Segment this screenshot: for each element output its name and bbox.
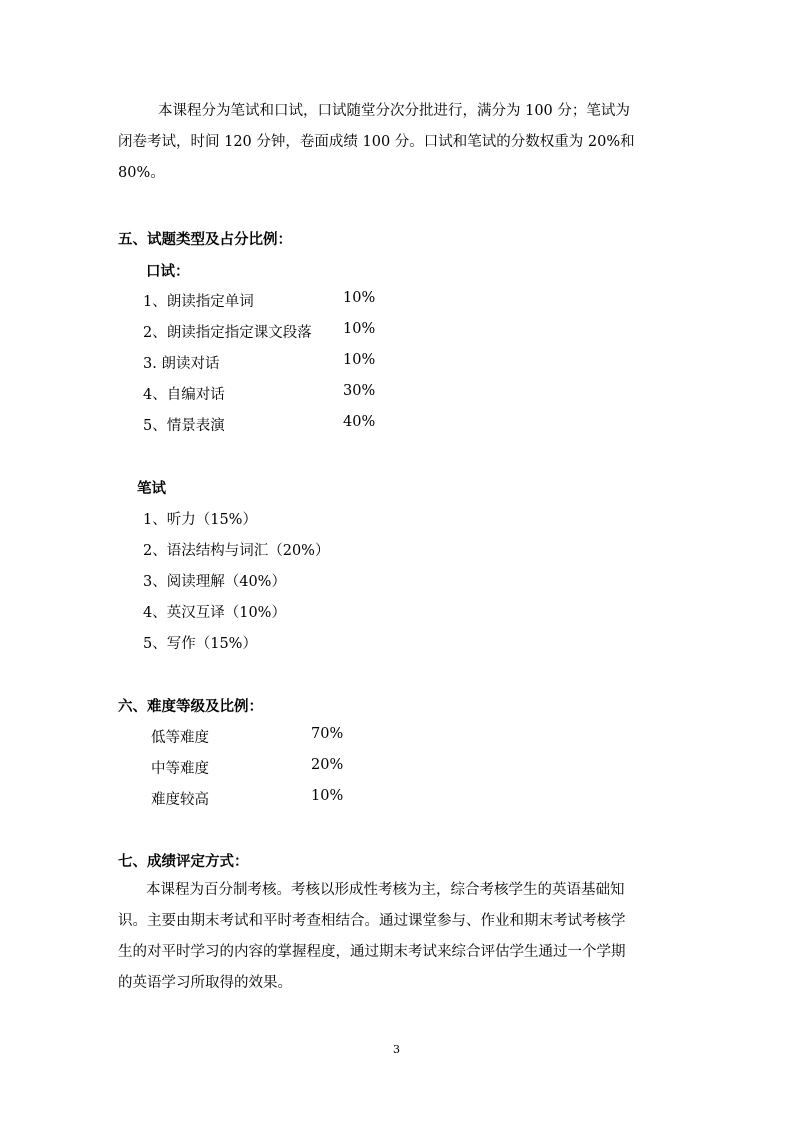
difficulty-label: 中等难度 (151, 761, 209, 777)
oral-item-label: 1、朗读指定单词 (143, 294, 254, 310)
oral-item-percent: 40% (343, 414, 376, 430)
grading-line: 本课程为百分制考核。考核以形成性考核为主，综合考核学生的英语基础知 (146, 882, 625, 898)
oral-item-label: 3. 朗读对话 (143, 356, 220, 372)
intro-line: 本课程分为笔试和口试，口试随堂分次分批进行，满分为 100 分；笔试为 (158, 103, 630, 119)
written-item: 3、阅读理解（40%） (143, 574, 286, 590)
grading-line: 识。主要由期末考试和平时考查相结合。通过课堂参与、作业和期末考试考核学 (118, 913, 626, 929)
difficulty-percent: 10% (311, 788, 344, 804)
difficulty-label: 低等难度 (151, 730, 209, 746)
oral-exam-title: 口试： (146, 264, 190, 280)
intro-line: 闭卷考试，时间 120 分钟，卷面成绩 100 分。口试和笔试的分数权重为 20%和 (118, 134, 635, 150)
difficulty-percent: 20% (311, 757, 344, 773)
oral-item-percent: 30% (343, 383, 376, 399)
oral-item-percent: 10% (343, 290, 376, 306)
intro-paragraph (118, 96, 678, 189)
oral-item-label: 5、情景表演 (143, 418, 225, 434)
section5-heading: 五、试题类型及占分比例： (118, 232, 292, 248)
page-number: 3 (393, 1043, 400, 1056)
written-item: 4、英汉互译（10%） (143, 605, 286, 621)
intro-line: 80%。 (118, 165, 165, 181)
grading-line: 生的对平时学习的内容的掌握程度，通过期末考试来综合评估学生通过一个学期 (118, 944, 626, 960)
difficulty-label: 难度较高 (151, 792, 209, 808)
written-item: 2、语法结构与词汇（20%） (143, 543, 330, 559)
difficulty-percent: 70% (311, 726, 344, 742)
oral-item-label: 2、朗读指定指定课文段落 (143, 325, 312, 341)
grading-line: 的英语学习所取得的效果。 (118, 975, 292, 991)
written-exam-title: 笔试 (137, 481, 166, 497)
grading-paragraph (118, 875, 678, 999)
oral-item-label: 4、自编对话 (143, 387, 225, 403)
section6-heading: 六、难度等级及比例： (118, 699, 263, 715)
written-item: 5、写作（15%） (143, 636, 257, 652)
oral-item-percent: 10% (343, 352, 376, 368)
section7-heading: 七、成绩评定方式： (118, 854, 249, 870)
oral-item-percent: 10% (343, 321, 376, 337)
written-item: 1、听力（15%） (143, 512, 257, 528)
